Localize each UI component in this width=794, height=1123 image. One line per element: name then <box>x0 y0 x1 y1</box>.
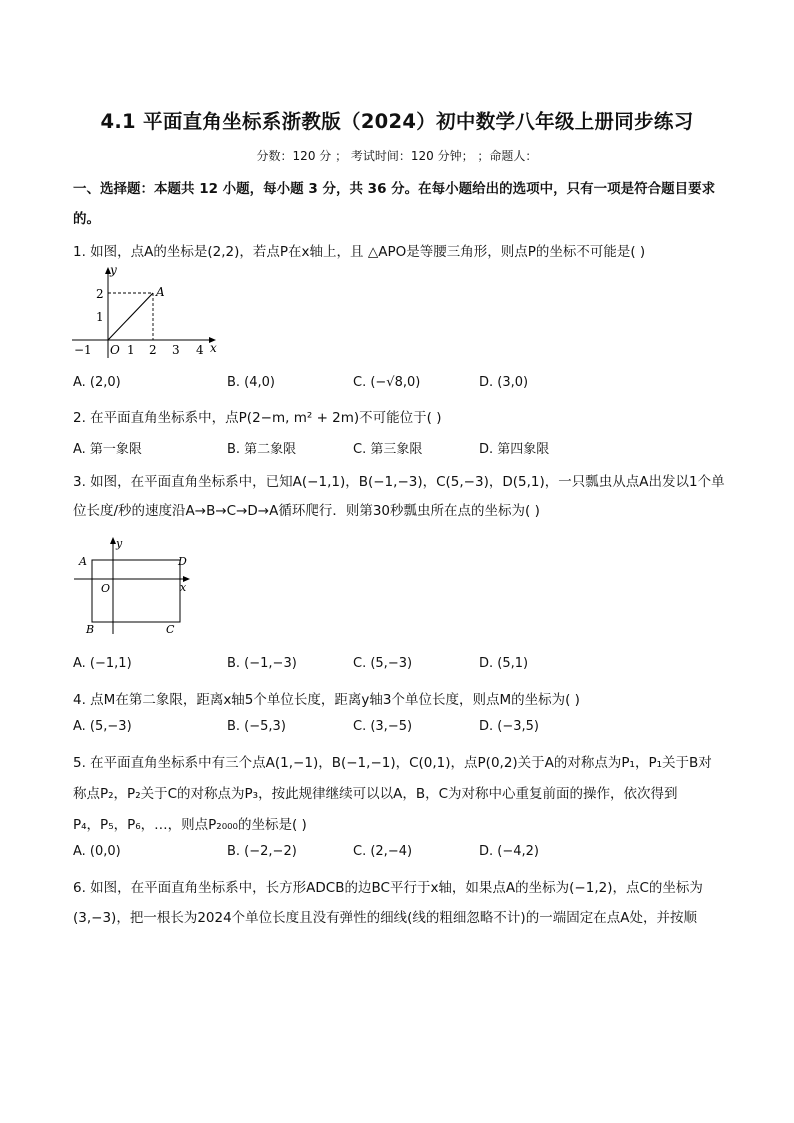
question-5-text-line-3: P₄，P₅，P₆，…，则点P₂₀₀₀的坐标是( ) <box>73 817 307 833</box>
question-6-text-line-2: (3,−3)，把一根长为2024个单位长度且没有弹性的细线(线的粗细忽略不计)的一端固定在点A处，并按顺 <box>73 910 697 926</box>
q5-option-a[interactable]: A. (0,0) <box>73 844 121 859</box>
q5-option-d[interactable]: D. (−4,2) <box>479 844 539 859</box>
section-heading-line-2: 的。 <box>73 211 100 227</box>
q4-option-d[interactable]: D. (−3,5) <box>479 719 539 734</box>
y-tick-1: 1 <box>96 310 104 324</box>
x-tick-2: 2 <box>149 343 157 357</box>
q4-option-c[interactable]: C. (3,−5) <box>353 719 413 734</box>
figure-2-rectangle-plot <box>72 534 197 638</box>
q2-option-c[interactable]: C. 第三象限 <box>353 442 423 457</box>
x-tick-3: 3 <box>172 343 180 357</box>
section-heading-line-1: 一、选择题：本题共 12 小题，每小题 3 分，共 36 分。在每小题给出的选项中，只有一项是符合题目要求 <box>73 181 716 197</box>
q1-option-b[interactable]: B. (4,0) <box>227 375 276 390</box>
origin-label: O <box>110 343 120 357</box>
q1-option-c[interactable]: C. (−√8,0) <box>353 375 421 390</box>
q2-option-b[interactable]: B. 第二象限 <box>227 442 297 457</box>
q5-option-b[interactable]: B. (−2,−2) <box>227 844 297 859</box>
question-1-text: 1. 如图，点A的坐标是(2,2)，若点P在x轴上，且 △APO是等腰三角形，则点P的坐标不可能是( ) <box>73 244 646 260</box>
corner-b-label: B <box>86 623 95 636</box>
question-5-text-line-2: 称点P₂，P₂关于C的对称点为P₃，按此规律继续可以以A，B，C为对称中心重复前面的操作，依次得到 <box>73 786 678 802</box>
y-axis-label: y <box>110 263 117 277</box>
q5-option-c[interactable]: C. (2,−4) <box>353 844 413 859</box>
q2-option-a[interactable]: A. 第一象限 <box>73 442 142 457</box>
point-a-label: A <box>156 285 165 299</box>
origin-label: O <box>101 582 111 595</box>
q3-option-b[interactable]: B. (−1,−3) <box>227 656 297 671</box>
question-3-text-line-2: 位长度/秒的速度沿A→B→C→D→A循环爬行．则第30秒瓢虫所在点的坐标为( ) <box>73 503 540 519</box>
figure-1-coordinate-plot <box>70 262 220 360</box>
q3-option-c[interactable]: C. (5,−3) <box>353 656 413 671</box>
q2-option-d[interactable]: D. 第四象限 <box>479 442 550 457</box>
question-5-text-line-1: 5. 在平面直角坐标系中有三个点A(1,−1)，B(−1,−1)，C(0,1)，点P(0,2)关于A的对称点为P₁，P₁关于B对 <box>73 755 712 771</box>
exam-info: 分数：120 分 ； 考试时间：120 分钟； ；命题人： <box>256 149 538 163</box>
corner-a-label: A <box>79 555 87 568</box>
x-tick-minus1: −1 <box>74 343 92 357</box>
y-tick-2: 2 <box>96 287 104 301</box>
question-2-text: 2. 在平面直角坐标系中，点P(2−m, m² + 2m)不可能位于( ) <box>73 410 442 426</box>
x-tick-4: 4 <box>196 343 204 357</box>
q3-option-a[interactable]: A. (−1,1) <box>73 656 132 671</box>
q1-option-d[interactable]: D. (3,0) <box>479 375 529 390</box>
q4-option-b[interactable]: B. (−5,3) <box>227 719 286 734</box>
y-axis-label: y <box>116 537 123 550</box>
x-axis-label: x <box>210 341 217 355</box>
corner-c-label: C <box>166 623 175 636</box>
question-3-text-line-1: 3. 如图，在平面直角坐标系中，已知A(−1,1)，B(−1,−3)，C(5,−3)，D(5,1)，一只瓢虫从点A出发以1个单 <box>73 474 725 490</box>
segment-oa <box>108 293 153 340</box>
page-title: 4.1 平面直角坐标系浙教版（2024）初中数学八年级上册同步练习 <box>100 110 694 133</box>
question-4-text: 4. 点M在第二象限，距离x轴5个单位长度，距离y轴3个单位长度，则点M的坐标为( ) <box>73 692 580 708</box>
x-tick-1: 1 <box>127 343 135 357</box>
q1-option-a[interactable]: A. (2,0) <box>73 375 121 390</box>
corner-d-label: D <box>178 555 187 568</box>
q3-option-d[interactable]: D. (5,1) <box>479 656 529 671</box>
q4-option-a[interactable]: A. (5,−3) <box>73 719 132 734</box>
question-6-text-line-1: 6. 如图，在平面直角坐标系中，长方形ADCB的边BC平行于x轴，如果点A的坐标为(−1,2)，点C的坐标为 <box>73 880 703 896</box>
x-axis-label: x <box>180 581 187 594</box>
